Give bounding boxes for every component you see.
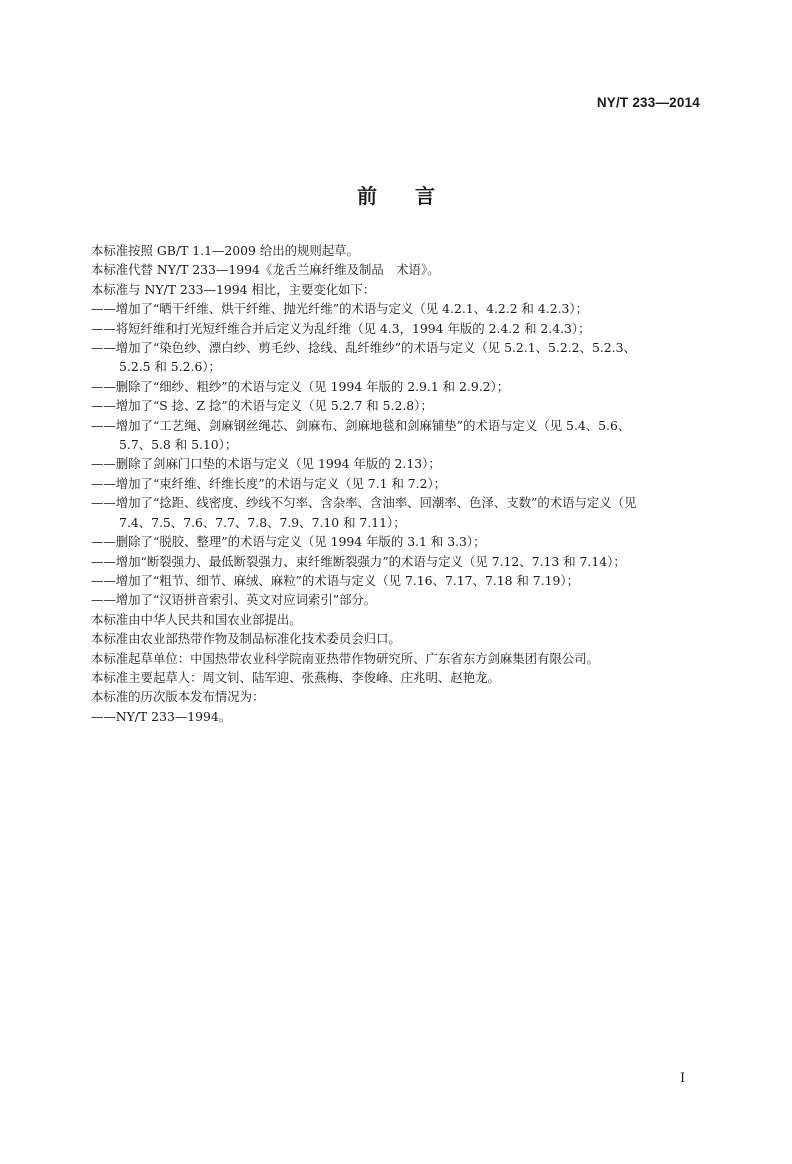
text-line: 本标准起草单位：中国热带农业科学院南亚热带作物研究所、广东省东方剑麻集团有限公司。	[91, 650, 600, 666]
text-line: ——增加了“工艺绳、剑麻钢丝绳芯、剑麻布、剑麻地毯和剑麻铺垫”的术语与定义（见 5.4、5.6、	[91, 417, 631, 433]
page-title: 前言	[357, 184, 473, 208]
foreword-body	[91, 241, 703, 726]
text-line: ——增加“断裂强力、最低断裂强力、束纤维断裂强力”的术语与定义（见 7.12、7.13 和 7.14）；	[91, 553, 626, 569]
text-line: ——将短纤维和打光短纤维合并后定义为乱纤维（见 4.3，1994 年版的 2.4.2 和 2.4.3）；	[91, 320, 591, 336]
text-line: 本标准与 NY/T 233—1994 相比，主要变化如下：	[91, 281, 376, 297]
text-line: ——增加了“捻距、线密度、纱线不匀率、含杂率、含油率、回潮率、色泽、支数”的术语与定义（见	[91, 495, 637, 511]
text-line: ——增加了“束纤维、纤维长度”的术语与定义（见 7.1 和 7.2）；	[91, 475, 447, 491]
text-line: 本标准代替 NY/T 233—1994《龙舌兰麻纤维及制品 术语》。	[91, 262, 440, 278]
standard-code: NY/T 233—2014	[596, 95, 700, 110]
text-line: ——NY/T 233—1994。	[91, 708, 232, 724]
text-line: ——删除了“脱胶、整理”的术语与定义（见 1994 年版的 3.1 和 3.3）；	[91, 534, 486, 550]
text-line: ——增加了“汉语拼音索引、英文对应词索引”部分。	[91, 592, 377, 608]
text-line: 本标准由农业部热带作物及制品标准化技术委员会归口。	[91, 631, 401, 647]
text-line: 本标准的历次版本发布情况为：	[91, 689, 265, 705]
text-line: 本标准按照 GB/T 1.1—2009 给出的规则起草。	[91, 243, 359, 258]
text-line-continuation: 5.2.5 和 5.2.6）；	[119, 359, 221, 375]
text-line: ——增加了“粗节、细节、麻绒、麻粒”的术语与定义（见 7.16、7.17、7.18 和 7.19）；	[91, 572, 579, 588]
page-number: I	[680, 1071, 686, 1086]
text-line: ——增加了“染色纱、漂白纱、剪毛纱、捻线、乱纤维纱”的术语与定义（见 5.2.1、5.2.2、5.2.3、	[91, 340, 636, 356]
text-line: 本标准由中华人民共和国农业部提出。	[91, 611, 302, 627]
text-line: ——增加了“晒干纤维、烘干纤维、抛光纤维”的术语与定义（见 4.2.1、4.2.2 和 4.2.3）；	[91, 301, 588, 317]
text-line: ——删除了“细纱、粗纱”的术语与定义（见 1994 年版的 2.9.1 和 2.9.2）；	[91, 378, 510, 394]
text-line-continuation: 5.7、5.8 和 5.10）；	[119, 437, 238, 453]
text-line: ——增加了“S 捻、Z 捻”的术语与定义（见 5.2.7 和 5.2.8）；	[91, 398, 433, 414]
text-line-continuation: 7.4、7.5、7.6、7.7、7.8、7.9、7.10 和 7.11）；	[119, 514, 406, 530]
text-line: ——删除了剑麻门口垫的术语与定义（见 1994 年版的 2.13）；	[91, 456, 441, 472]
text-line: 本标准主要起草人：周文钊、陆军迎、张燕梅、李俊峰、庄兆明、赵艳龙。	[91, 669, 500, 685]
